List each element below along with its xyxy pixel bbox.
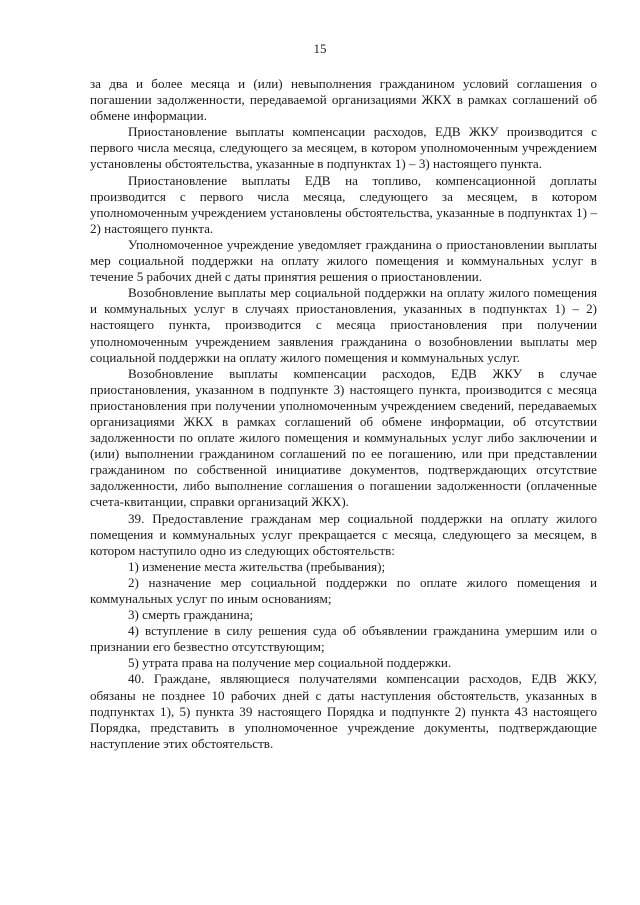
list-item-39-3: 3) смерть гражданина; xyxy=(128,607,254,623)
paragraph-40-obligations: 40. Граждане, являющиеся получателями компенсации расходов, ЕДВ ЖКУ, обязаны не позднее 10 рабочих дней с даты наступления обстоятельств, указанных в подпунктах 1), 5) пункта 39 настоящего Порядка и подпункте 2) пункта 43 настоящего Порядка, представить в уполномоченное учреждение документы, подтверждающие наступление этих обстоятельств. xyxy=(90,671,597,751)
document-body xyxy=(90,76,597,752)
paragraph-suspension-fuel: Приостановление выплаты ЕДВ на топливо, компенсационной доплаты производится с первого числа месяца, следующего за месяцем, в котором уполномоченным учреждением установлены обстоятельства, указанные в подпунктах 1) – 2) настоящего пункта. xyxy=(90,172,597,236)
list-item-39-5: 5) утрата права на получение мер социальной поддержки. xyxy=(128,655,452,671)
paragraph-notification: Уполномоченное учреждение уведомляет гражданина о приостановлении выплаты мер социальной поддержки на оплату жилого помещения и коммунальных услуг в течение 5 рабочих дней с даты принятия решения о приостановлении. xyxy=(90,236,597,285)
paragraph-suspension-compensation: Приостановление выплаты компенсации расходов, ЕДВ ЖКУ производится с первого числа месяца, следующего за месяцем, в котором уполномоченным учреждением установлены обстоятельства, указанные в подпунктах 1) – 3) настоящего пункта. xyxy=(90,124,597,172)
paragraph-continuation: за два и более месяца и (или) невыполнения гражданином условий соглашения о погашении задолженности, передаваемой организациями ЖКХ в рамках соглашений об обмене информации. xyxy=(90,76,597,124)
paragraph-resumption-debt: Возобновление выплаты компенсации расходов, ЕДВ ЖКУ в случае приостановления, указанном в подпункте 3) настоящего пункта, производится с месяца приостановления при получении уполномоченным учреждением сведений, передаваемых организациями ЖКХ в рамках соглашений об обмене информации, об отсутствии задолженности по оплате жилого помещения и коммунальных услуг либо заключении и (или) выполнении гражданином соглашений по ее погашению, или при представлении гражданином по собственной инициативе документов, подтверждающих отсутствие задолженности, либо выполнение соглашения о погашении задолженности (оплаченные счета-квитанции, справки организаций ЖКХ). xyxy=(90,365,597,510)
list-item-39-4: 4) вступление в силу решения суда об объявлении гражданина умершим или о признании его безвестно отсутствующим; xyxy=(90,623,597,655)
list-item-39-1: 1) изменение места жительства (пребывания); xyxy=(128,558,386,574)
list-item-39-2: 2) назначение мер социальной поддержки по оплате жилого помещения и коммунальных услуг по иным основаниям; xyxy=(90,574,597,606)
paragraph-39-termination: 39. Предоставление гражданам мер социальной поддержки на оплату жилого помещения и коммунальных услуг прекращается с месяца, следующего за месяцем, в котором наступило одно из следующих обстоятельств: xyxy=(90,510,597,558)
page-number: 15 xyxy=(313,41,327,56)
paragraph-resumption: Возобновление выплаты мер социальной поддержки на оплату жилого помещения и коммунальных услуг в случаях приостановления, указанных в подпунктах 1) – 2) настоящего пункта, производится с месяца приостановления при получении уполномоченным учреждением заявления гражданина о возобновлении выплаты мер социальной поддержки на оплату жилого помещения и коммунальных услуг. xyxy=(90,285,597,365)
